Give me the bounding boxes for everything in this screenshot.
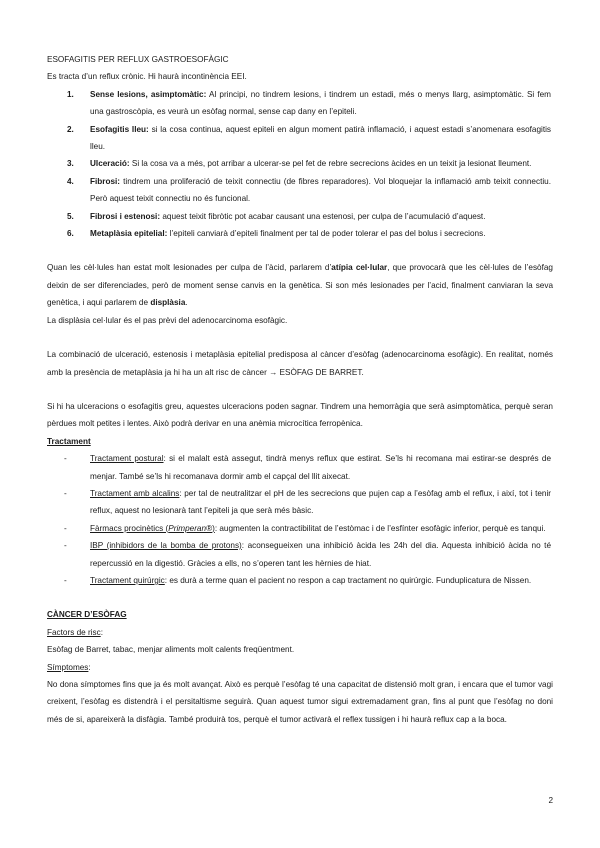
list-text: : per tal de neutralitzar el pH de les secrecions que pujen cap a l’esòfag amb el reflux, i així, tot i tenir reflux, aquest no lesionarà tant l’epiteli ja que serà més bàsic.: [90, 488, 551, 516]
list-item: [47, 86, 553, 121]
symptoms-text: No dona símptomes fins que ja és molt avançat. Això es perquè l’esòfag té una capacitat de distensió molt gran, i encara que el tumor vagi creixent, l’esòfag es distendrà i el persitaltisme seguirà. Quan aquest tumor sigui extremadament gran, fins al punt que l’esòfag no doni més de si, apareixerà la disfàgia. També produirà tos, perquè el tumor activarà el reflex tussigen i hi haurà reflux cap a la boca.: [47, 680, 553, 724]
list-text: Si la cosa va a més, pot arribar a ulcerar-se pel fet de rebre secrecions àcides en un teixit ja lesionat lleument.: [129, 159, 532, 169]
heading-text: Símptomes: [47, 662, 89, 672]
treatment-heading: [47, 433, 553, 450]
list-text: : augmenten la contractibilitat de l’estòmac i de l’esfínter esofàgic inferior, perquè es tanqui.: [214, 523, 546, 533]
page-number: 2: [548, 796, 553, 805]
list-item: [47, 155, 553, 172]
list-item: [47, 485, 553, 520]
list-text: si la cosa continua, aquest epiteli en algun moment patirà inflamació, i aquest estadi s’anomenara esofagitis lleu.: [90, 124, 552, 152]
list-number: 2.: [67, 124, 74, 134]
dash-bullet: -: [64, 575, 67, 585]
list-number: 3.: [67, 159, 74, 169]
risk-heading: [47, 624, 553, 641]
list-term: Tractament postural: [90, 454, 164, 464]
paragraph-atipia: [47, 259, 553, 311]
document-page: [47, 51, 553, 728]
paragraph-hemorragia: Si hi ha ulceracions o esofagitis greu, aquestes ulceracions poden sagnar. Tindrem una hemorràgia que serà asimptomàtica, perquè seran pèrdues molt petites i lentes. Això podrà derivar en una anèmia microcítica ferropènica.: [47, 401, 553, 429]
bold-term: displàsia: [150, 298, 186, 308]
treatment-list: [47, 450, 553, 589]
section-title-esofagitis: ESOFAGITIS PER REFLUX GASTROESOFÀGIC: [47, 55, 229, 64]
list-text: aquest teixit fibròtic pot acabar causant una estenosi, per culpa de l’acumulació d’aquest.: [160, 211, 486, 221]
list-term: Esofagitis lleu:: [90, 124, 149, 134]
list-term: Tractament amb alcalins: [90, 488, 180, 498]
list-item: [47, 173, 553, 208]
list-text: : si el malalt està assegut, tindrà menys reflux que estirat. Se’ls hi recomana mai estirar-se després de menjar. També se’ls hi recomanava dormir amb el capçal del llit aixecat.: [90, 454, 551, 481]
text-run: , que provocarà que les cèl·lules de l’esòfag deixin de ser diferenciades, però de moment sense canvis en la genètica. Si son més lesionades per l’acid, finalment canviaran la seva genètica, i aqui parlarem de: [47, 263, 553, 308]
heading-colon: :: [100, 627, 103, 637]
heading-text: CÀNCER D’ESÒFAG: [47, 610, 127, 620]
bold-term: atípia cel·lular: [331, 263, 388, 273]
heading-text: Tractament: [47, 436, 91, 446]
list-term: Fàrmacs procinètics (: [90, 523, 169, 533]
risk-text: Esòfag de Barret, tabac, menjar aliments molt calents freqüentment.: [47, 645, 295, 655]
heading-text: Factors de risc: [47, 627, 101, 637]
list-item: [47, 208, 553, 225]
heading-colon: :: [88, 662, 91, 672]
symptoms-heading: [47, 659, 553, 676]
list-number: 6.: [67, 229, 74, 239]
paragraph-barret: La combinació de ulceració, estenosis i metaplàsia epitelial predisposa al càncer d’esòfag (adenocarcinoma esofàgic). En realitat, només amb la presència de metaplàsia ja hi ha un alt risc de càncer → ESÒFAG DE BARRET.: [47, 350, 553, 377]
list-term: Fibrosi:: [90, 176, 121, 186]
list-item: [47, 572, 553, 589]
intro-text: Es tracta d’un reflux crònic. Hi haurà incontinència EEI.: [47, 72, 247, 82]
list-text: : aconsegueixen una inhibició àcida les 24h del dia. Aquesta inhibició àcida no té repercussió en la digestió. Gràcies a ells, no s’operen tant les hèrnies de hiat.: [90, 541, 551, 568]
list-item: [47, 121, 553, 156]
list-text: l’epiteli canviarà d’epiteli finalment per tal de poder tolerar el pas del bolus i secrecions.: [167, 229, 486, 239]
list-term: IBP (inhibidors de la bomba de protons): [90, 541, 242, 551]
list-term: Metaplàsia epitelial:: [90, 229, 168, 239]
list-term-italic: Primperan®: [168, 523, 213, 533]
dash-bullet: -: [64, 454, 67, 464]
list-item: [47, 225, 553, 242]
list-item: [47, 537, 553, 572]
list-term: Fibrosi i estenosi:: [90, 211, 161, 221]
list-item: [47, 520, 553, 537]
list-text: Al principi, no tindrem lesions, i tindrem un estadi, més o menys llarg, asimptomàtic. Si fem una gastroscòpia, es veurà un esòfag normal, sense cap dany en l’epiteli.: [90, 89, 551, 117]
list-term: Sense lesions, asimptomàtic:: [90, 89, 207, 99]
dash-bullet: -: [64, 488, 67, 498]
stages-list: [47, 86, 553, 243]
paragraph-displasia: La displàsia cel·lular és el pas prèvi del adenocarcinoma esofàgic.: [47, 315, 288, 325]
list-term: Tractament quirúrgic: [90, 575, 165, 585]
dash-bullet: -: [64, 541, 67, 551]
list-text: tindrem una proliferació de teixit connectiu (de fibres reparadores). Vol bloquejar la inflamació amb teixit connectiu. Però aquest teixit connectiu no és funcional.: [90, 176, 551, 204]
list-number: 4.: [67, 176, 74, 186]
list-number: 1.: [67, 89, 74, 99]
dash-bullet: -: [64, 523, 67, 533]
list-term-end: ): [212, 523, 215, 533]
text-run: .: [185, 298, 188, 308]
list-term: Ulceració:: [90, 159, 130, 169]
list-item: [47, 450, 553, 485]
section-title-cancer: [47, 606, 553, 623]
text-run: Quan les cèl·lules han estat molt lesionades per culpa de l’àcid, parlarem d’: [47, 263, 332, 273]
list-text: : es durà a terme quan el pacient no respon a cap tractament no quirúrgic. Funduplicatura de Nissen.: [164, 575, 532, 585]
list-number: 5.: [67, 211, 74, 221]
